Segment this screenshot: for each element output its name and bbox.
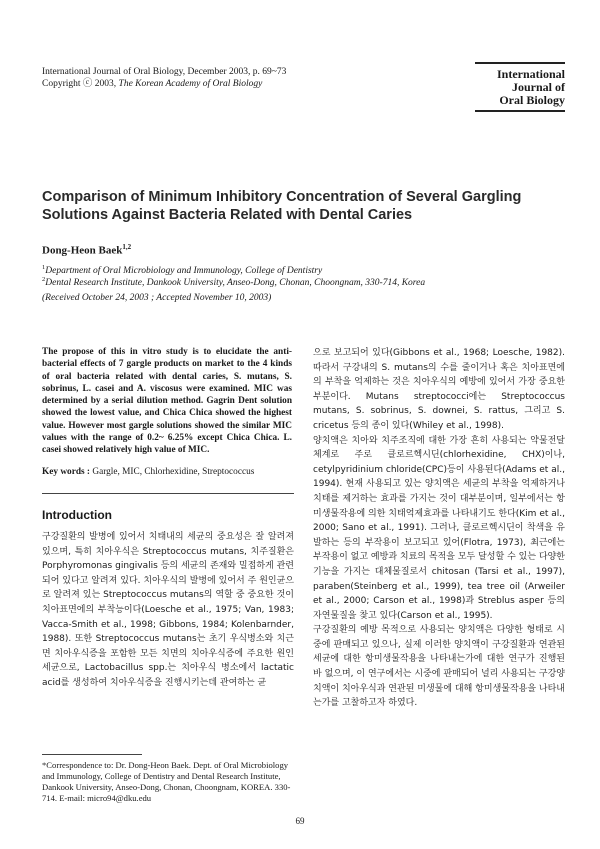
affiliation-2 xyxy=(42,274,425,289)
title-line: Solutions Against Bacteria Related with Dental Caries xyxy=(42,207,413,223)
journal-box-line: International xyxy=(496,67,565,81)
author-name: Dong-Heon Baek xyxy=(42,244,123,257)
column-right-body xyxy=(313,346,565,711)
author-affil-sup: 1,2 xyxy=(122,243,132,251)
keywords-text: Gargle, MIC, Chlorhexidine, Streptococcus xyxy=(92,467,255,477)
body-paragraph: 양치액은 치아와 치주조직에 대한 가장 흔히 사용되는 약물전달체계로 주로 클로르헥시딘(chlorhexidine, CHX)이나, cetylpyridinium chloride(CPC)등이 사용된다(Adams et al., 1994). 현재 사용되고 있는 양치액은 세균의 부착을 억제하거나 치태를 제거하는 효과를 가지는 것이 대부분이며, 일부에서는 항미생물작용에 의한 치태억제효과를 나타내기도 한다(Kim et al., 2000; Sano et al., 1991). 그러나, 클로르헥시딘이 착색을 유발하는 등의 부작용이 보고되고 있어(Flotra, 1973), 최근에는 부작용이 없고 예방과 치료의 목적을 모두 달성할 수 있는 다양한 기능을 가지는 대체물질로서 chitosan (Tarsi et al., 1997), paraben(Steinberg et al., 1999), tea tree oil (Arweiler et al., 2000; Carson et al., 1998)과 Streblus asper 등의 자연물질을 찾고 있다(Carson et al., 1995). xyxy=(313,435,565,621)
journal-box-line: Journal of xyxy=(511,80,565,94)
copyright-text: Copyright ⓒ 2003, xyxy=(42,79,117,89)
journal-name-box xyxy=(475,62,565,112)
page-number: 69 xyxy=(295,816,305,826)
affiliation-text: Department of Oral Microbiology and Immunology, College of Dentistry xyxy=(45,266,323,277)
body-paragraph: 구강질환의 발병에 있어서 치태내의 세균의 중요성은 잘 알려져 있으며, 특히 치아우식은 Streptococcus mutans, 치주질환은 Porphyromonas gingivalis 등의 세균의 존재와 밀접하게 관련되어 있다고 알려져 있다. 치아우식의 발병에 있어서 주 원인균으로 알려져 있는 Streptococcus mutans의 역할 중 중요한 것이 치아표면에의 부착능이다(Loesche et al., 1975; Van, 1983; Vacca-Smith et al., 1998; Gibbons, 1984; Kolenbarnder, 1988). 또한 Streptococcus mutans는 초기 우식병소와 치근면 치아우식증을 포함한 모든 치면의 치아우식증에 주요한 원인세균으로, Lactobacillus spp.는 치아우식 병소에서 lactatic acid를 생성하여 치아우식증을 진행시키는데 관여하는 균 xyxy=(42,532,294,688)
citation-line-1: International Journal of Oral Biology, December 2003, p. 69~73 xyxy=(42,67,287,77)
footnote-divider xyxy=(42,754,142,755)
affiliation-text: Dental Research Institute, Dankook University, Anseo-Dong, Chonan, Choongnam, 330-714, Korea xyxy=(45,278,426,289)
journal-box-line: Oral Biology xyxy=(499,93,565,107)
received-dates: (Received October 24, 2003 ; Accepted November 10, 2003) xyxy=(42,293,272,303)
title-line: Comparison of Minimum Inhibitory Concentration of Several Gargling xyxy=(42,189,522,205)
section-divider xyxy=(42,493,294,494)
body-paragraph: 으로 보고되어 있다(Gibbons et al., 1968; Loesche, 1982). 따라서 구강내의 S. mutans의 수를 줄이거나 혹은 치아표면에의 부착을 억제하는 것은 치아우식의 예방에 있어서 가장 중요한 부분이다. Mutans streptococci에는 Streptococcus mutans, S. sobrinus, S. downei, S. rattus, 그리고 S. cricetus 등의 종이 있다(Whiley et al., 1998). xyxy=(313,348,565,431)
correspondence-footnote: *Correspondence to: Dr. Dong-Heon Baek. Dept. of Oral Microbiology and Immunology, College of Dentistry and Dental Research Institute, Dankook University, Anseo-Dong, Chonan, Choongnam, KOREA. 330-714. E-mail: micro94@dku.edu xyxy=(42,760,291,803)
column-left-body xyxy=(42,530,294,691)
paper-title xyxy=(42,188,562,224)
affiliation-sup: 2 xyxy=(42,276,46,283)
abstract: The propose of this in vitro study is to elucidate the anti-bacterial effects of 7 gargle products on market to the 4 kinds of oral bacteria related with dental caries, S. mutans, S. sobrinus, L. casei and A. viscosus were examined. MIC was determined by a serial dilution method. Gagrin Dent solution showed the lowest value, and Chica Chica showed the highest value. However most gargle solutions showed the similar MIC values with the range of 0.2~ 6.25% except Chica Chica. L. casei showed relatively high value of MIC. xyxy=(42,347,292,456)
intro-heading: Introduction xyxy=(42,508,112,522)
affiliation-sup: 1 xyxy=(42,264,46,271)
citation-line-2 xyxy=(42,78,262,90)
academy-name: The Korean Academy of Oral Biology xyxy=(118,79,263,89)
keywords xyxy=(42,467,292,477)
author xyxy=(42,243,131,257)
body-paragraph: 구강질환의 예방 목적으로 사용되는 양치액은 다양한 형태로 시중에 판매되고 있으나, 실제 이러한 양치액이 구강질환과 연관된 세균에 대한 항미생물작용을 나타내는가에 대한 연구가 진행된 바 없으며, 이 연구에서는 시중에 판매되어 널리 사용되는 구강양치액이 치아우식과 연관된 미생물에 대해 항미생물작용을 나타내는가를 고찰하고자 하였다. xyxy=(313,625,565,709)
keywords-label: Key words : xyxy=(42,467,91,477)
